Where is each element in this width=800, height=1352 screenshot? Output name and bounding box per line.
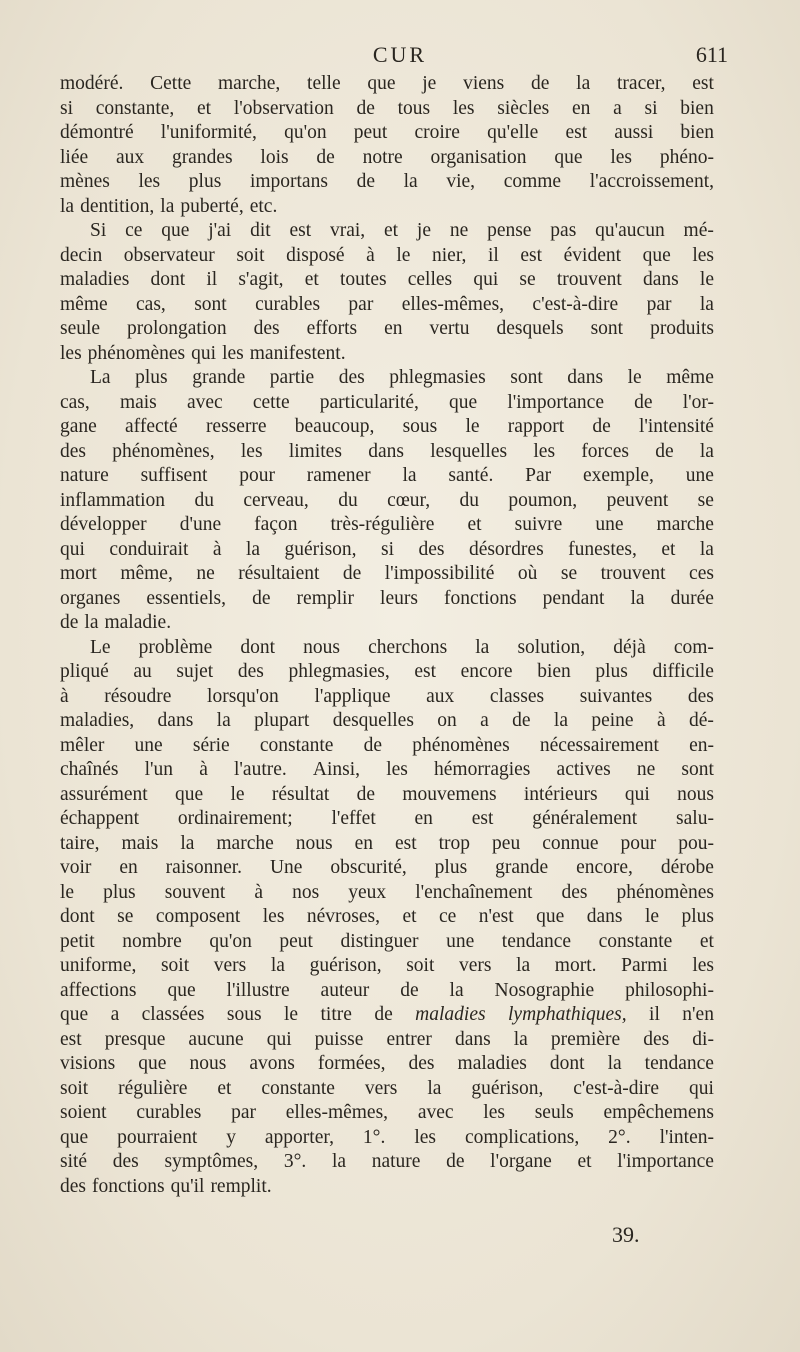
- text-line: petit nombre qu'on peut distinguer une tendance constante et: [60, 930, 714, 952]
- text-line: développer d'une façon très-régulière et suivre une marche: [60, 514, 714, 535]
- text-line: à résoudre lorsqu'on l'applique aux classes suivantes des: [60, 685, 714, 707]
- text-line: mêler une série constante de phénomènes nécessairement en-: [60, 734, 714, 756]
- text-line: que a classées sous le titre de maladies lymphathiques, il n'en: [60, 1004, 714, 1025]
- text-line: seule prolongation des efforts en vertu desquels sont produits: [60, 318, 714, 339]
- text-line: sité des symptômes, 3°. la nature de l'organe et l'importance: [60, 1151, 714, 1172]
- text-line: mènes les plus importans de la vie, comme l'accroissement,: [60, 171, 714, 192]
- signature-mark: 39.: [612, 1222, 640, 1247]
- paragraph: [60, 366, 714, 636]
- text-line: gane affecté resserre beaucoup, sous le rapport de l'intensité: [60, 416, 714, 437]
- text-line: uniforme, soit vers la guérison, soit vers la mort. Parmi les: [60, 955, 714, 976]
- text-line: soit régulière et constante vers la guérison, c'est-à-dire qui: [60, 1077, 714, 1099]
- text-line: les phénomènes qui les manifestent.: [60, 342, 346, 364]
- text-line: mort même, ne résultaient de l'impossibilité où se trouvent ces: [60, 563, 714, 584]
- paragraph: [60, 219, 714, 366]
- text-line: nature suffisent pour ramener la santé. Par exemple, une: [60, 465, 714, 486]
- running-title: CUR: [372, 42, 428, 67]
- text-line: affections que l'illustre auteur de la Nosographie philosophi-: [60, 979, 714, 1001]
- text-line: cas, mais avec cette particularité, que l'importance de l'or-: [60, 391, 714, 413]
- page-number: 611: [695, 42, 728, 67]
- text-line: même cas, sont curables par elles-mêmes, c'est-à-dire par la: [60, 293, 714, 315]
- body-text: [60, 72, 714, 1199]
- text-line: voir en raisonner. Une obscurité, plus grande encore, dérobe: [60, 857, 714, 878]
- text-line: visions que nous avons formées, des maladies dont la tendance: [60, 1053, 714, 1074]
- text-line: inflammation du cerveau, du cœur, du poumon, peuvent se: [60, 489, 714, 511]
- text-line: pliqué au sujet des phlegmasies, est encore bien plus difficile: [60, 661, 714, 682]
- paragraph: [60, 72, 714, 219]
- text-line: si constante, et l'observation de tous les siècles en a si bien: [60, 97, 714, 119]
- text-line: Le problème dont nous cherchons la solution, déjà com-: [90, 636, 714, 658]
- text-line: La plus grande partie des phlegmasies sont dans le même: [90, 367, 714, 388]
- text-line: dont se composent les névroses, et ce n'est que dans le plus: [60, 906, 714, 927]
- text-line: soient curables par elles-mêmes, avec les seuls empêchemens: [60, 1102, 714, 1123]
- text-line: échappent ordinairement; l'effet en est généralement salu-: [60, 808, 714, 829]
- text-line: la dentition, la puberté, etc.: [60, 195, 278, 217]
- text-line: maladies dont il s'agit, et toutes celles qui se trouvent dans le: [60, 269, 714, 290]
- text-line: de la maladie.: [60, 612, 172, 633]
- text-line: maladies, dans la plupart desquelles on a de la peine à dé-: [60, 710, 714, 731]
- text-line: organes essentiels, de remplir leurs fonctions pendant la durée: [60, 587, 714, 609]
- text-line: démontré l'uniformité, qu'on peut croire qu'elle est aussi bien: [60, 122, 714, 143]
- text-line: modéré. Cette marche, telle que je viens de la tracer, est: [60, 73, 714, 94]
- text-line: taire, mais la marche nous en est trop peu connue pour pou-: [60, 832, 714, 854]
- text-line: decin observateur soit disposé à le nier, il est évident que les: [60, 244, 714, 266]
- text-line: liée aux grandes lois de notre organisation que les phéno-: [60, 146, 714, 168]
- text-line: chaînés l'un à l'autre. Ainsi, les hémorragies actives ne sont: [60, 759, 714, 780]
- text-line: est presque aucune qui puisse entrer dans la première des di-: [60, 1028, 714, 1050]
- text-line: Si ce que j'ai dit est vrai, et je ne pense pas qu'aucun mé-: [90, 220, 714, 241]
- text-line: des phénomènes, les limites dans lesquelles les forces de la: [60, 440, 714, 462]
- text-line: assurément que le résultat de mouvemens intérieurs qui nous: [60, 783, 714, 805]
- text-line: qui conduirait à la guérison, si des désordres funestes, et la: [60, 538, 714, 560]
- text-line: que pourraient y apporter, 1°. les complications, 2°. l'inten-: [60, 1126, 714, 1148]
- text-line: le plus souvent à nos yeux l'enchaînement des phénomènes: [60, 881, 714, 903]
- text-line: des fonctions qu'il remplit.: [60, 1175, 272, 1197]
- paragraph: [60, 636, 714, 1200]
